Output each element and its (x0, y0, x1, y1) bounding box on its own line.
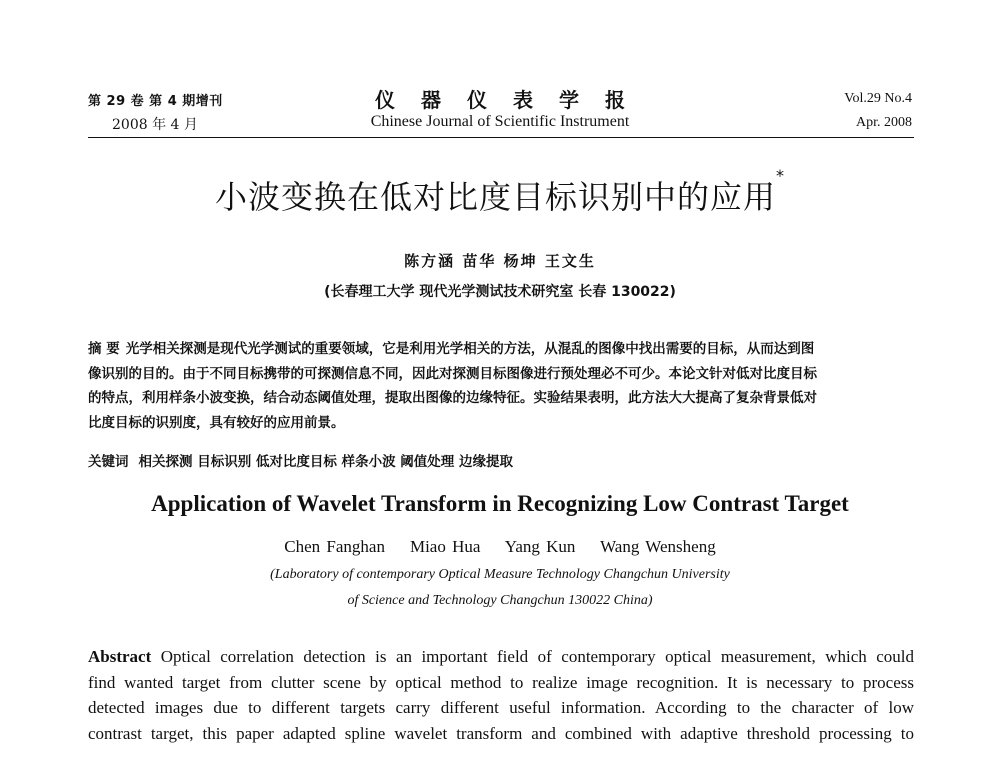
abstract-cn-line: 像识别的目的。由于不同目标携带的可探测信息不同，因此对探测目标图像进行预处理必不可少。本论文针对低对比度目标 (88, 365, 817, 382)
authors-en: Chen Fanghan Miao Hua Yang Kun Wang Wensheng (284, 537, 716, 556)
abstract-en-line: detected images due to different targets carry different useful information. According to the character of low (88, 698, 914, 717)
abstract-cn-line: 比度目标的识别度，具有较好的应用前景。 (88, 414, 345, 431)
affiliation-en-line2: of Science and Technology Changchun 130022 China) (347, 593, 653, 608)
journal-title-cn: 仪器仪表学报 (375, 88, 651, 112)
journal-title-en: Chinese Journal of Scientific Instrument (370, 113, 630, 130)
abstract-en-line: contrast target, this paper adapted spline wavelet transform and combined with adaptive threshold processing to (88, 723, 914, 743)
abstract-cn (88, 337, 914, 435)
abstract-en (88, 644, 914, 746)
abstract-cn-label: 摘 要 (88, 341, 120, 357)
keywords-cn (88, 450, 513, 470)
header-date-cn: 2008 年 4 月 (112, 117, 198, 133)
abstract-en-line: find wanted target from clutter scene by optical method to realize image recognition. It is necessary to process (88, 672, 914, 692)
header-rule (88, 137, 914, 138)
affiliation-cn: (长春理工大学 现代光学测试技术研究室 长春 130022) (324, 284, 676, 300)
header-volume-issue: 第 29 卷 第 4 期增刊 (88, 94, 223, 109)
paper-title-en: Application of Wavelet Transform in Recognizing Low Contrast Target (151, 491, 849, 516)
authors-cn: 陈方涵 苗华 杨坤 王文生 (404, 252, 596, 270)
header-volume-en: Vol.29 No.4 (844, 91, 912, 106)
abstract-cn-line: 的特点，利用样条小波变换，结合动态阈值处理，提取出图像的边缘特征。实验结果表明，此方法大大提高了复杂背景低对 (88, 390, 817, 406)
title-footnote-mark: * (776, 166, 785, 185)
paper-title-cn (0, 166, 1000, 218)
abstract-en-line-text: Optical correlation detection is an important field of contemporary optical measurement, which could (160, 647, 914, 666)
keywords-cn-text: 相关探测 目标识别 低对比度目标 样条小波 阈值处理 边缘提取 (138, 454, 513, 470)
abstract-en-line (88, 644, 914, 670)
abstract-cn-line (88, 337, 914, 362)
paper-title-cn-text: 小波变换在低对比度目标识别中的应用 (214, 178, 776, 216)
keywords-cn-label: 关键词 (88, 454, 129, 470)
header-date-en: Apr. 2008 (856, 115, 912, 130)
affiliation-en-line1: (Laboratory of contemporary Optical Measure Technology Changchun University (270, 567, 730, 582)
abstract-en-label: Abstract (88, 647, 152, 666)
abstract-cn-line-text: 光学相关探测是现代光学测试的重要领域，它是利用光学相关的方法，从混乱的图像中找出需要的目标，从而达到图 (125, 341, 815, 357)
